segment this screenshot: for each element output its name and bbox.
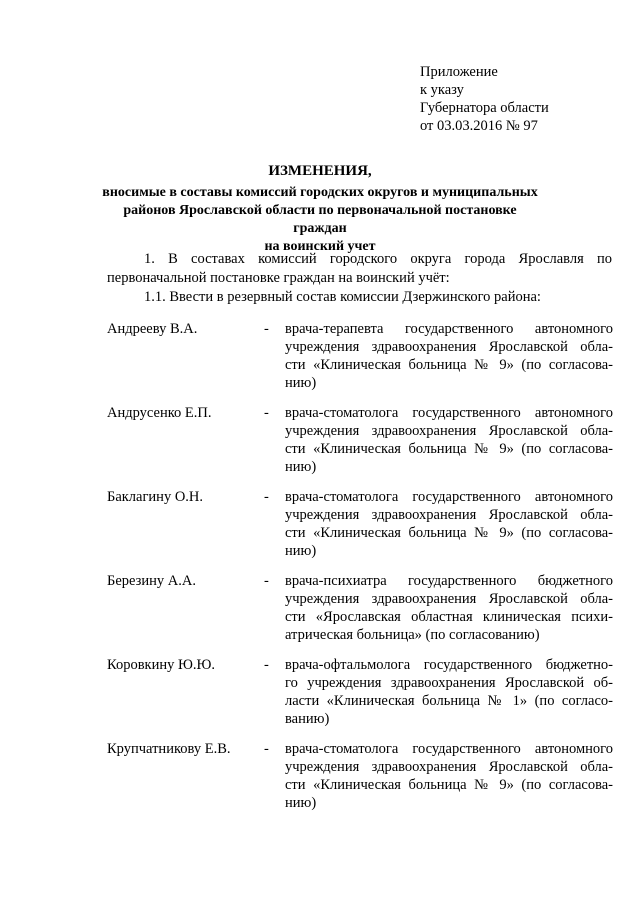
role-line: сти «Клиническая больница № 9» (по согласова- <box>285 441 613 457</box>
member-name: Крупчатникову Е.В. <box>107 741 231 757</box>
member-role <box>285 488 613 560</box>
member-name: Баклагину О.Н. <box>107 489 204 505</box>
role-line: нию) <box>285 543 317 559</box>
role-line: врача-офтальмолога государственного бюджетно- <box>285 657 613 673</box>
paragraph-1: 1. В составах комиссий городского округа города Ярославля по первоначальной постановке граждан на воинский учёт: <box>107 251 612 286</box>
member-entry <box>107 572 617 656</box>
member-entry <box>107 404 617 488</box>
member-entry <box>107 656 617 740</box>
member-dash: - <box>264 657 269 673</box>
title-line: вносимые в составы комиссий городских округов и муниципальных <box>102 185 538 200</box>
member-name: Андрееву В.А. <box>107 321 198 337</box>
role-line: ванию) <box>285 711 330 727</box>
title-line: на воинский учет <box>264 239 376 254</box>
role-line: ласти «Клиническая больница № 1» (по согласо- <box>285 693 613 709</box>
role-line: го учреждения здравоохранения Ярославской об- <box>285 675 613 691</box>
members-list <box>107 320 617 824</box>
role-line: врача-стоматолога государственного автономного <box>285 741 613 757</box>
role-line: сти «Ярославская областная клиническая психи- <box>285 609 613 625</box>
title-line: районов Ярославской области по первоначальной постановке граждан <box>123 203 517 236</box>
role-line: сти «Клиническая больница № 9» (по согласова- <box>285 357 613 373</box>
member-dash: - <box>264 741 269 757</box>
document-title <box>100 162 540 256</box>
member-role <box>285 572 613 644</box>
attachment-line: Губернатора области <box>420 100 549 116</box>
role-line: сти «Клиническая больница № 9» (по согласова- <box>285 777 613 793</box>
role-line: учреждения здравоохранения Ярославской обла- <box>285 591 613 607</box>
member-name: Коровкину Ю.Ю. <box>107 657 216 673</box>
member-role <box>285 320 613 392</box>
attachment-line: Приложение <box>420 64 498 80</box>
member-entry <box>107 488 617 572</box>
member-dash: - <box>264 405 269 421</box>
role-line: сти «Клиническая больница № 9» (по согласова- <box>285 525 613 541</box>
member-entry <box>107 320 617 404</box>
role-line: нию) <box>285 795 317 811</box>
member-dash: - <box>264 321 269 337</box>
member-entry <box>107 740 617 824</box>
role-line: врача-терапевта государственного автономного <box>285 321 613 337</box>
member-role <box>285 656 613 728</box>
role-line: врача-психиатра государственного бюджетного <box>285 573 613 589</box>
member-role <box>285 740 613 812</box>
member-name: Березину А.А. <box>107 573 196 589</box>
role-line: учреждения здравоохранения Ярославской обла- <box>285 423 613 439</box>
role-line: учреждения здравоохранения Ярославской обла- <box>285 507 613 523</box>
role-line: учреждения здравоохранения Ярославской обла- <box>285 759 613 775</box>
role-line: нию) <box>285 459 317 475</box>
member-dash: - <box>264 573 269 589</box>
role-line: врача-стоматолога государственного автономного <box>285 405 613 421</box>
title-heading: ИЗМЕНЕНИЯ, <box>268 163 372 179</box>
member-role <box>285 404 613 476</box>
title-subtitle <box>100 184 540 256</box>
role-line: нию) <box>285 375 317 391</box>
attachment-block <box>420 63 620 135</box>
role-line: врача-стоматолога государственного автономного <box>285 489 613 505</box>
role-line: учреждения здравоохранения Ярославской обла- <box>285 339 613 355</box>
attachment-line: к указу <box>420 82 464 98</box>
role-line: атрическая больница» (по согласованию) <box>285 627 540 643</box>
attachment-line: от 03.03.2016 № 97 <box>420 118 538 134</box>
member-name: Андрусенко Е.П. <box>107 405 212 421</box>
paragraph-1-1: 1.1. Ввести в резервный состав комиссии Дзержинского района: <box>144 289 541 305</box>
member-dash: - <box>264 489 269 505</box>
